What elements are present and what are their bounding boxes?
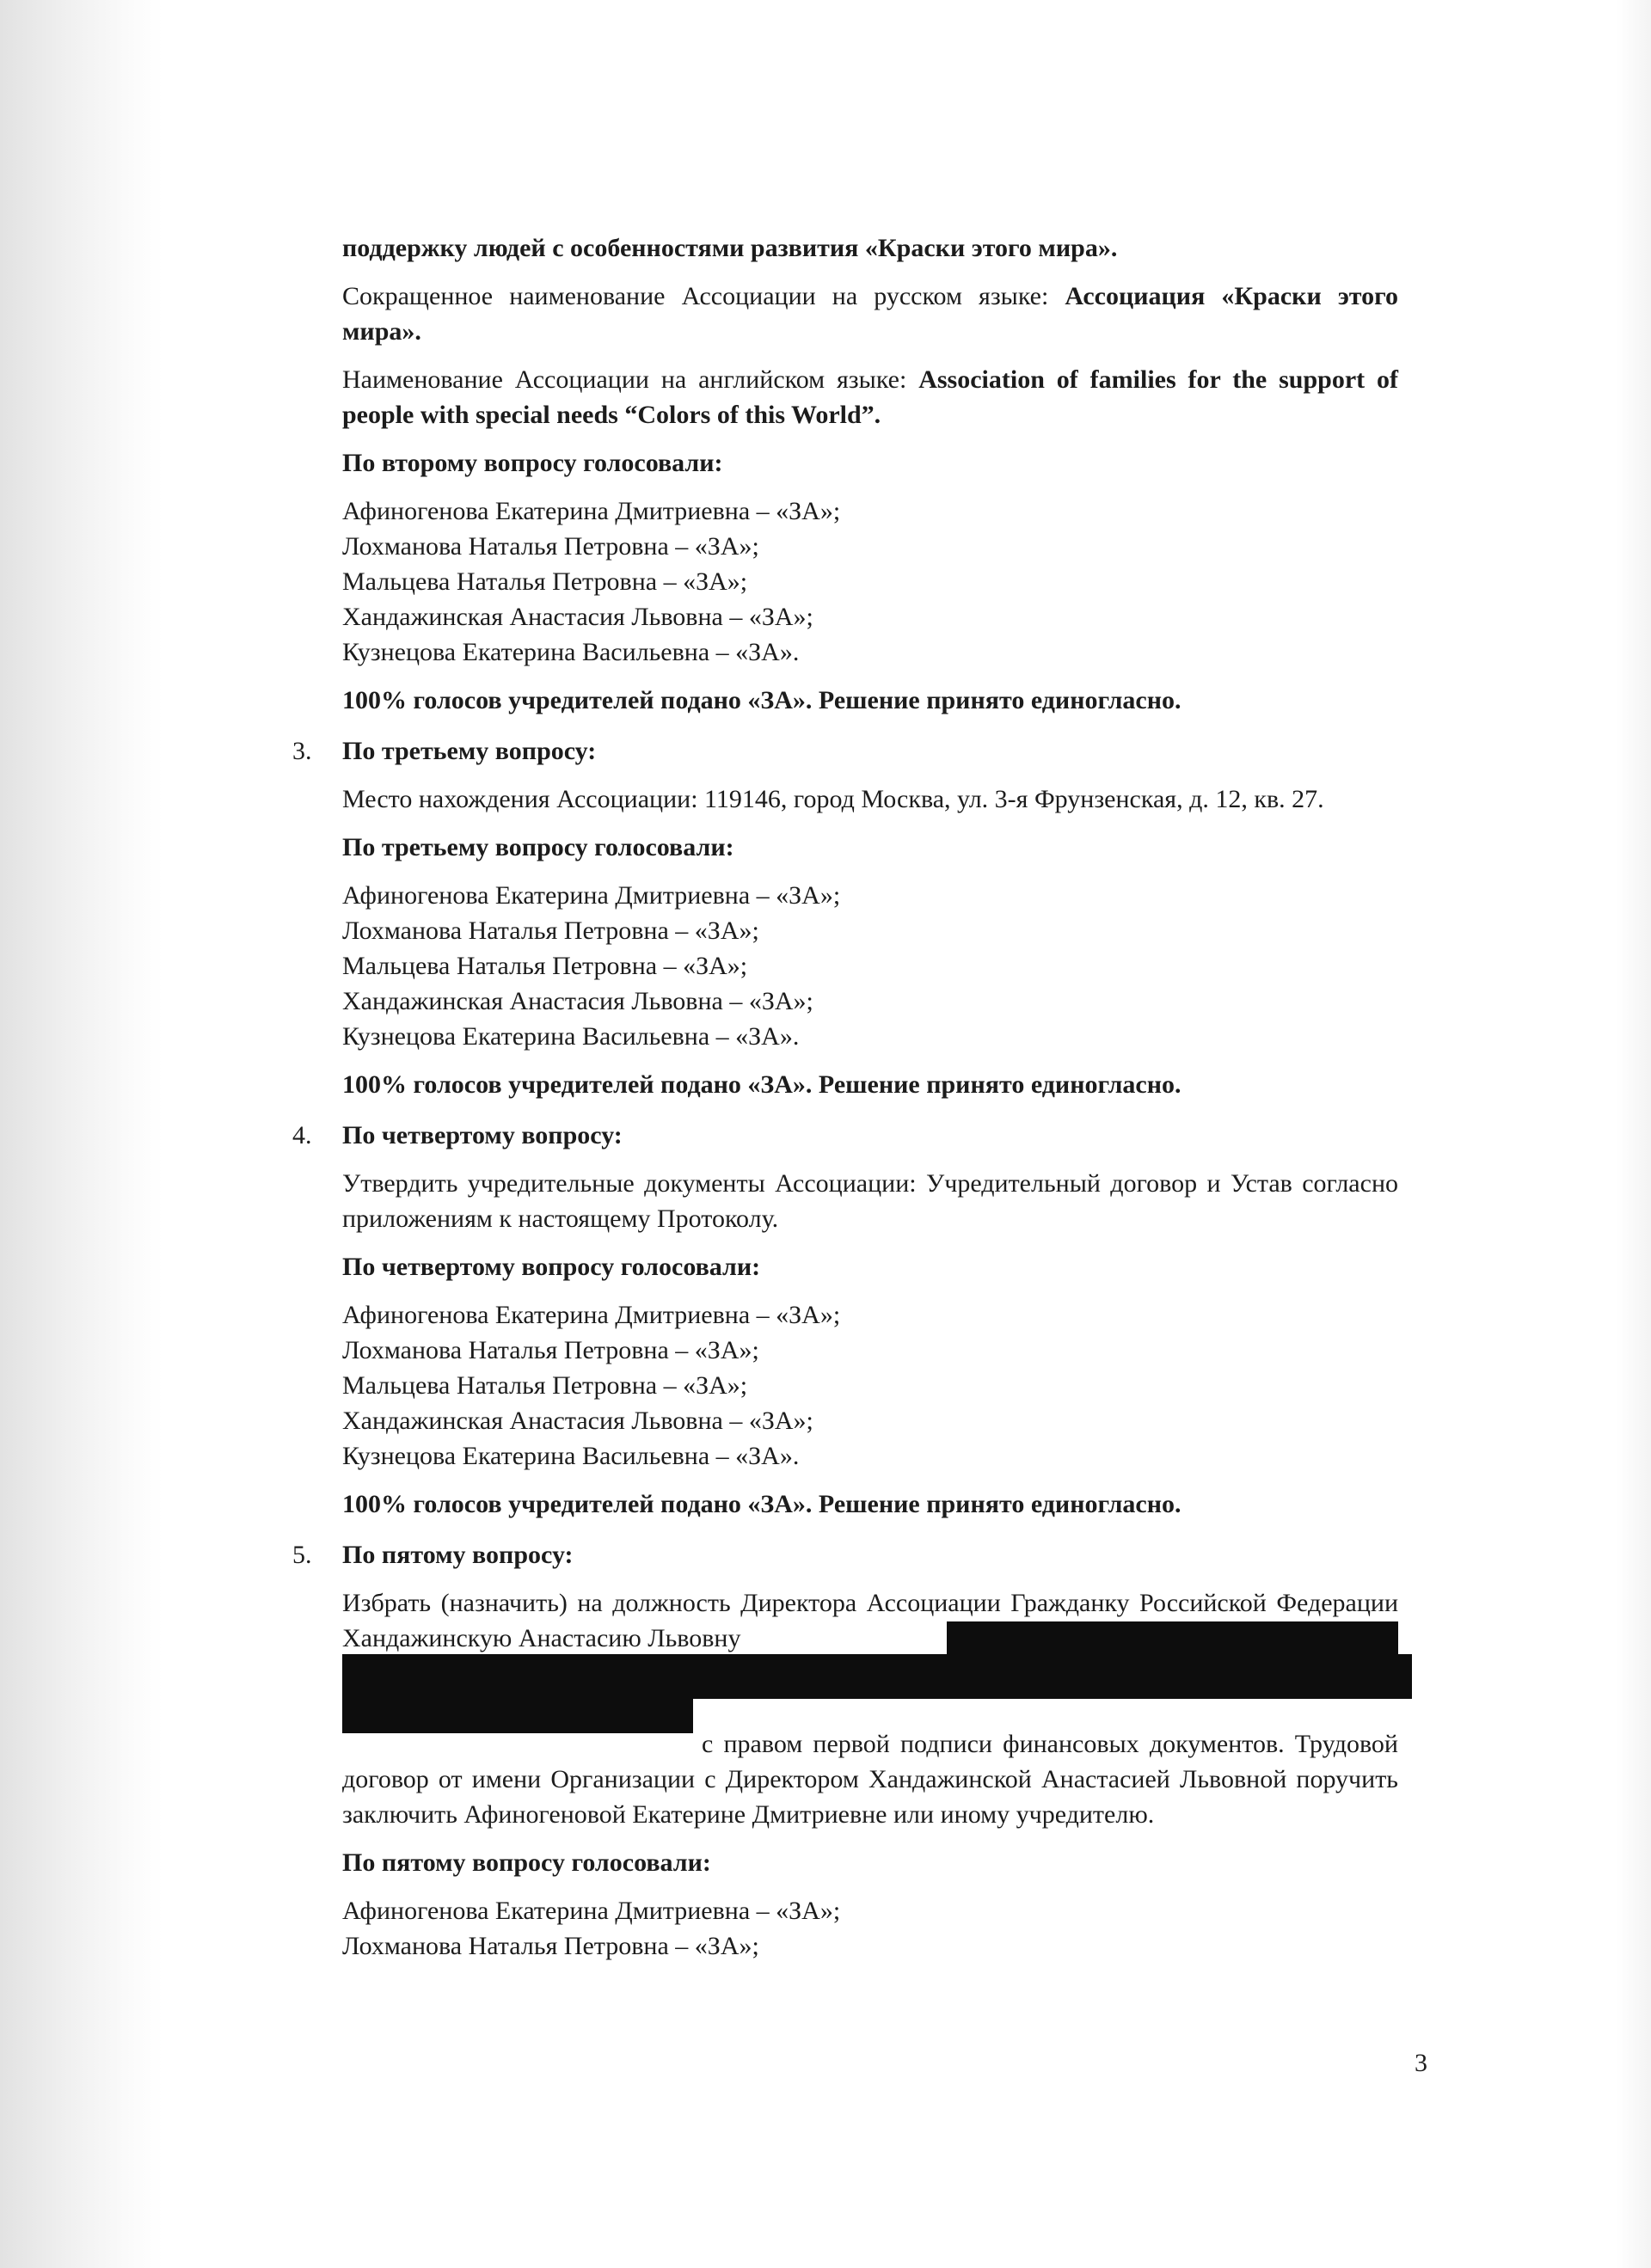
q4-text: Утвердить учредительные документы Ассоциации: Учредительный договор и Устав согласно приложениям к настоящему Протоколу. — [342, 1169, 1398, 1233]
short-name-label: Сокращенное наименование Ассоциации на русском языке: — [342, 282, 1065, 310]
document-body — [292, 230, 1399, 1977]
q4-number: 4. — [292, 1121, 312, 1149]
q3-votes-heading: По третьему вопросу голосовали: — [342, 833, 734, 861]
vote-item: Афиногенова Екатерина Дмитриевна – «ЗА»; — [342, 497, 841, 525]
vote-item: Лохманова Наталья Петровна – «ЗА»; — [342, 1336, 759, 1364]
vote-item: Мальцева Наталья Петровна – «ЗА»; — [342, 952, 748, 980]
q5-heading-text: По пятому вопросу: — [342, 1541, 574, 1569]
q3-heading — [292, 733, 1398, 769]
q3-heading-text: По третьему вопросу: — [342, 737, 597, 765]
q5-vote-list — [342, 1893, 1398, 1964]
english-name-label: Наименование Ассоциации на английском языке: — [342, 365, 919, 394]
vote-item: Хандажинская Анастасия Львовна – «ЗА»; — [342, 987, 813, 1015]
vote-item: Кузнецова Екатерина Васильевна – «ЗА». — [342, 1442, 800, 1470]
redaction-block — [342, 1654, 1412, 1699]
q5-text-block — [342, 1585, 1398, 1832]
vote-item: Мальцева Наталья Петровна – «ЗА»; — [342, 567, 748, 596]
q4-heading — [292, 1118, 1398, 1153]
q2-votes-heading: По второму вопросу голосовали: — [342, 449, 723, 477]
section-q3 — [292, 733, 1398, 1102]
vote-item: Афиногенова Екатерина Дмитриевна – «ЗА»; — [342, 881, 841, 910]
vote-item: Лохманова Наталья Петровна – «ЗА»; — [342, 1932, 759, 1960]
vote-item: Хандажинская Анастасия Львовна – «ЗА»; — [342, 603, 813, 631]
full-name-tail: поддержку людей с особенностями развития «Краски этого мира». — [342, 234, 1118, 262]
q5-text-end — [342, 1726, 1398, 1832]
q4-heading-text: По четвертому вопросу: — [342, 1121, 623, 1149]
redaction-block — [947, 1621, 1398, 1654]
q5-text-end-content: с правом первой подписи финансовых документов. Трудовой договор от имени Организации с Директором Хандажинской Анастасией Львовной поручить заключить Афиногеновой Екатерине Дмитриевне или иному учредителю. — [342, 1730, 1398, 1829]
english-name-value: Association of families for the support of people with special needs “Colors of this World”. — [342, 365, 1399, 429]
q3-text: Место нахождения Ассоциации: 119146, город Москва, ул. 3-я Фрунзенская, д. 12, кв. 27. — [342, 785, 1324, 813]
q4-votes-heading: По четвертому вопросу голосовали: — [342, 1253, 761, 1281]
vote-item: Афиногенова Екатерина Дмитриевна – «ЗА»; — [342, 1301, 841, 1329]
vote-item: Лохманова Наталья Петровна – «ЗА»; — [342, 916, 759, 945]
english-name-paragraph — [342, 362, 1398, 432]
q2-vote-list — [342, 493, 1398, 670]
section-q4 — [292, 1118, 1398, 1522]
section-q5 — [292, 1537, 1398, 1964]
q3-result: 100% голосов учредителей подано «ЗА». Решение принято единогласно. — [342, 1070, 1181, 1099]
vote-item: Хандажинская Анастасия Львовна – «ЗА»; — [342, 1407, 813, 1435]
q4-vote-list — [342, 1297, 1398, 1474]
q5-text-start: Избрать (назначить) на должность Директора Ассоциации Гражданку Российской Федерации Хандажинскую Анастасию Львовну — [342, 1589, 1398, 1652]
short-name-paragraph — [342, 279, 1398, 349]
vote-item: Кузнецова Екатерина Васильевна – «ЗА». — [342, 638, 800, 666]
vote-item: Мальцева Наталья Петровна – «ЗА»; — [342, 1371, 748, 1400]
q5-number: 5. — [292, 1541, 312, 1569]
vote-item: Кузнецова Екатерина Васильевна – «ЗА». — [342, 1022, 800, 1051]
short-name-value: Ассоциация «Краски этого мира». — [342, 282, 1398, 346]
q4-result: 100% голосов учредителей подано «ЗА». Решение принято единогласно. — [342, 1490, 1181, 1518]
q3-number: 3. — [292, 737, 312, 765]
vote-item: Афиногенова Екатерина Дмитриевна – «ЗА»; — [342, 1897, 841, 1925]
redaction-block — [342, 1699, 693, 1733]
q5-heading — [292, 1537, 1398, 1572]
q5-votes-heading: По пятому вопросу голосовали: — [342, 1848, 711, 1877]
vote-item: Лохманова Наталья Петровна – «ЗА»; — [342, 532, 759, 561]
page-number: 3 — [1415, 2049, 1427, 2077]
q3-vote-list — [342, 878, 1398, 1054]
q2-result: 100% голосов учредителей подано «ЗА». Решение принято единогласно. — [342, 686, 1181, 714]
